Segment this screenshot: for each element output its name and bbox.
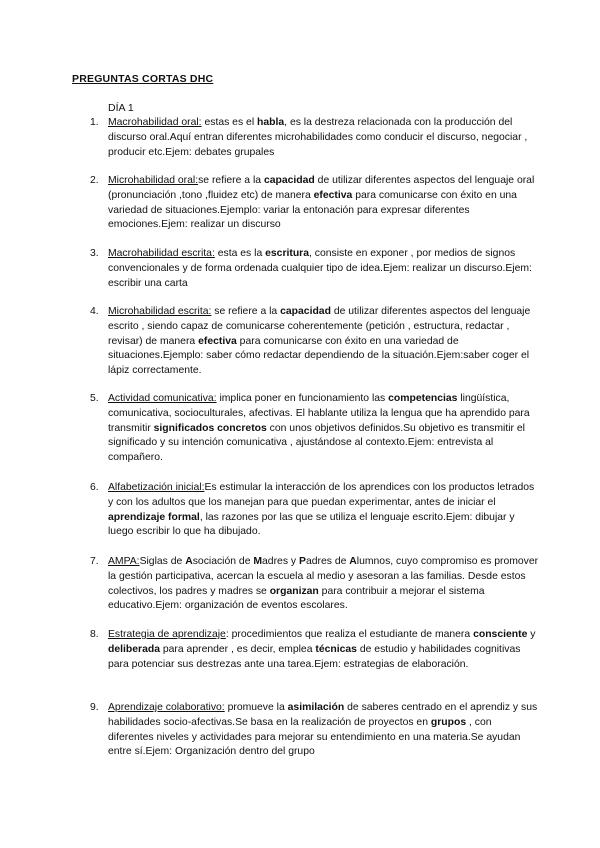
item-term: Estrategia de aprendizaje <box>108 629 226 640</box>
item-text <box>108 392 540 466</box>
item-text-segment: lingüística, comunicativa, socioculturales, afectivas. El hablante utiliza la lengua que ha aprendido para transmitir <box>108 393 530 434</box>
item-text <box>108 628 540 672</box>
item-keyword: significados concretos <box>153 422 267 434</box>
list-item <box>90 392 540 466</box>
item-text-segment: lumnos, cuyo compromiso es promover la gestión participativa, acercan la escuela al medio y asesoran a las familias. Desde estos colectivos, los padres y madres se <box>108 556 539 597</box>
list-item <box>90 481 540 540</box>
list-item <box>90 628 540 672</box>
item-keyword: habla <box>257 117 285 128</box>
item-term: Aprendizaje colaborativo: <box>108 702 225 713</box>
item-keyword: deliberada <box>108 643 160 655</box>
item-text-segment: y <box>527 629 536 640</box>
list-item <box>90 555 540 614</box>
item-text-segment: Siglas de <box>139 556 186 567</box>
item-keyword: capacidad <box>280 306 331 317</box>
item-text-segment: : procedimientos que realiza el estudiante de manera <box>225 629 474 640</box>
item-term: Actividad comunicativa: <box>108 393 217 404</box>
item-keyword: M <box>253 556 263 567</box>
item-keyword: efectiva <box>198 335 237 347</box>
item-keyword: capacidad <box>263 175 315 186</box>
item-text-segment: , con diferentes niveles y actividades para mejorar su entendimiento en una materia.Se ayudan entre sí.Ejem: Organización dentro del grupo <box>108 716 521 758</box>
item-text-segment: esta es la <box>214 248 266 259</box>
item-text-segment: implica poner en funcionamiento las <box>216 393 389 404</box>
item-number: 1. <box>90 117 99 128</box>
item-keyword: consciente <box>473 629 528 640</box>
item-keyword: efectiva <box>313 189 353 201</box>
item-text-segment: se refiere a la <box>211 306 281 317</box>
item-term: Microhabilidad oral: <box>108 175 199 186</box>
item-text-segment: Es estimular la interacción de los aprendices con los productos letrados y con los adultos que los manejan para que puedan experimentar, antes de iniciar el <box>108 482 535 508</box>
document-title: PREGUNTAS CORTAS DHC <box>72 73 214 85</box>
item-keyword: escritura <box>265 248 310 259</box>
item-text-segment: adres de <box>305 556 350 567</box>
item-text-segment: promueve la <box>224 702 288 713</box>
item-keyword: aprendizaje formal <box>108 511 200 523</box>
item-text-segment: de utilizar diferentes aspectos del lenguaje oral (pronunciación ,tono ,fluidez etc) de manera <box>108 175 535 201</box>
item-keyword: A <box>349 556 357 567</box>
item-text <box>108 174 540 233</box>
item-number: 8. <box>90 629 99 640</box>
item-number: 6. <box>90 482 99 493</box>
item-text <box>108 555 540 614</box>
item-text-segment: estas es el <box>201 117 258 128</box>
item-keyword: asimilación <box>287 702 345 713</box>
item-text-segment: de utilizar diferentes aspectos del lenguaje escrito , siendo capaz de comunicarse coherentemente (petición , estructura, redactar , revisar) de manera <box>108 306 531 347</box>
item-text-segment: , consiste en exponer , por medios de signos convencionales y de forma ordenada cualquier tipo de idea.Ejem: realizar un discurso.Ejem: escribir una carta <box>108 248 532 289</box>
item-number: 2. <box>90 175 99 186</box>
item-text-segment: se refiere a la <box>198 175 264 186</box>
item-keyword: P <box>299 556 306 567</box>
item-keyword: organizan <box>269 585 319 597</box>
list-item <box>90 305 540 379</box>
item-number: 5. <box>90 393 99 404</box>
item-text-segment: , es la destreza relacionada con la producción del discurso oral.Aquí entran diferentes microhabilidades como conducir el discurso, negociar , producir etc.Ejem: debates grupales <box>108 117 528 158</box>
list-item <box>90 174 540 233</box>
item-term: Alfabetización inicial: <box>108 482 205 493</box>
item-text <box>108 305 540 379</box>
item-text <box>108 247 540 291</box>
item-number: 3. <box>90 248 99 259</box>
item-number: 7. <box>90 556 99 567</box>
item-term: AMPA: <box>108 556 140 567</box>
item-text-segment: sociación de <box>192 556 254 567</box>
item-term: Macrohabilidad oral: <box>108 117 202 128</box>
item-text-segment: de estudio y habilidades cognitivas para potenciar sus destrezas ante una tarea.Ejem: estrategias de elaboración. <box>108 643 521 670</box>
item-text-segment: para contribuir a mejorar el sistema educativo.Ejem: organización de eventos escolares. <box>108 585 485 612</box>
item-term: Macrohabilidad escrita: <box>108 248 215 259</box>
item-keyword: competencias <box>388 393 458 404</box>
day-heading: DÍA 1 <box>108 102 134 114</box>
item-keyword: grupos <box>430 716 467 728</box>
list-item <box>90 116 540 160</box>
item-number: 4. <box>90 306 99 317</box>
item-number: 9. <box>90 702 99 713</box>
item-text-segment: para comunicarse con éxito en una variedad de situaciones.Ejemplo: variar la entonación para expresar diferentes emociones.Ejem: realizar un discurso <box>108 189 517 231</box>
item-text-segment: para aprender , es decir, emplea <box>159 643 316 655</box>
item-keyword: técnicas <box>315 643 357 655</box>
item-keyword: A <box>185 556 193 567</box>
item-text <box>108 701 540 760</box>
item-term: Microhabilidad escrita: <box>108 306 212 317</box>
list-item <box>90 247 540 291</box>
item-text-segment: para comunicarse con éxito en una variedad de situaciones.Ejemplo: saber cómo redactar dependiendo de la situación.Ejem:saber coger el lápiz correctamente. <box>108 335 530 377</box>
item-text <box>108 481 540 540</box>
list-item <box>90 701 540 760</box>
item-text-segment: adres y <box>262 556 299 567</box>
item-text-segment: , las razones por las que se utiliza el lenguaje escrito.Ejem: dibujar y luego escribir lo que ha dibujado. <box>108 511 515 538</box>
item-text-segment: de saberes centrado en el aprendiz y sus habilidades socio-afectivas.Se basa en la realización de proyectos en <box>108 702 538 728</box>
item-text-segment: con unos objetivos definidos.Su objetivo es transmitir el significado y su intención comunicativa , ajustándose al contexto.Ejem: entrevista al compañero. <box>108 422 525 464</box>
item-text <box>108 116 540 160</box>
